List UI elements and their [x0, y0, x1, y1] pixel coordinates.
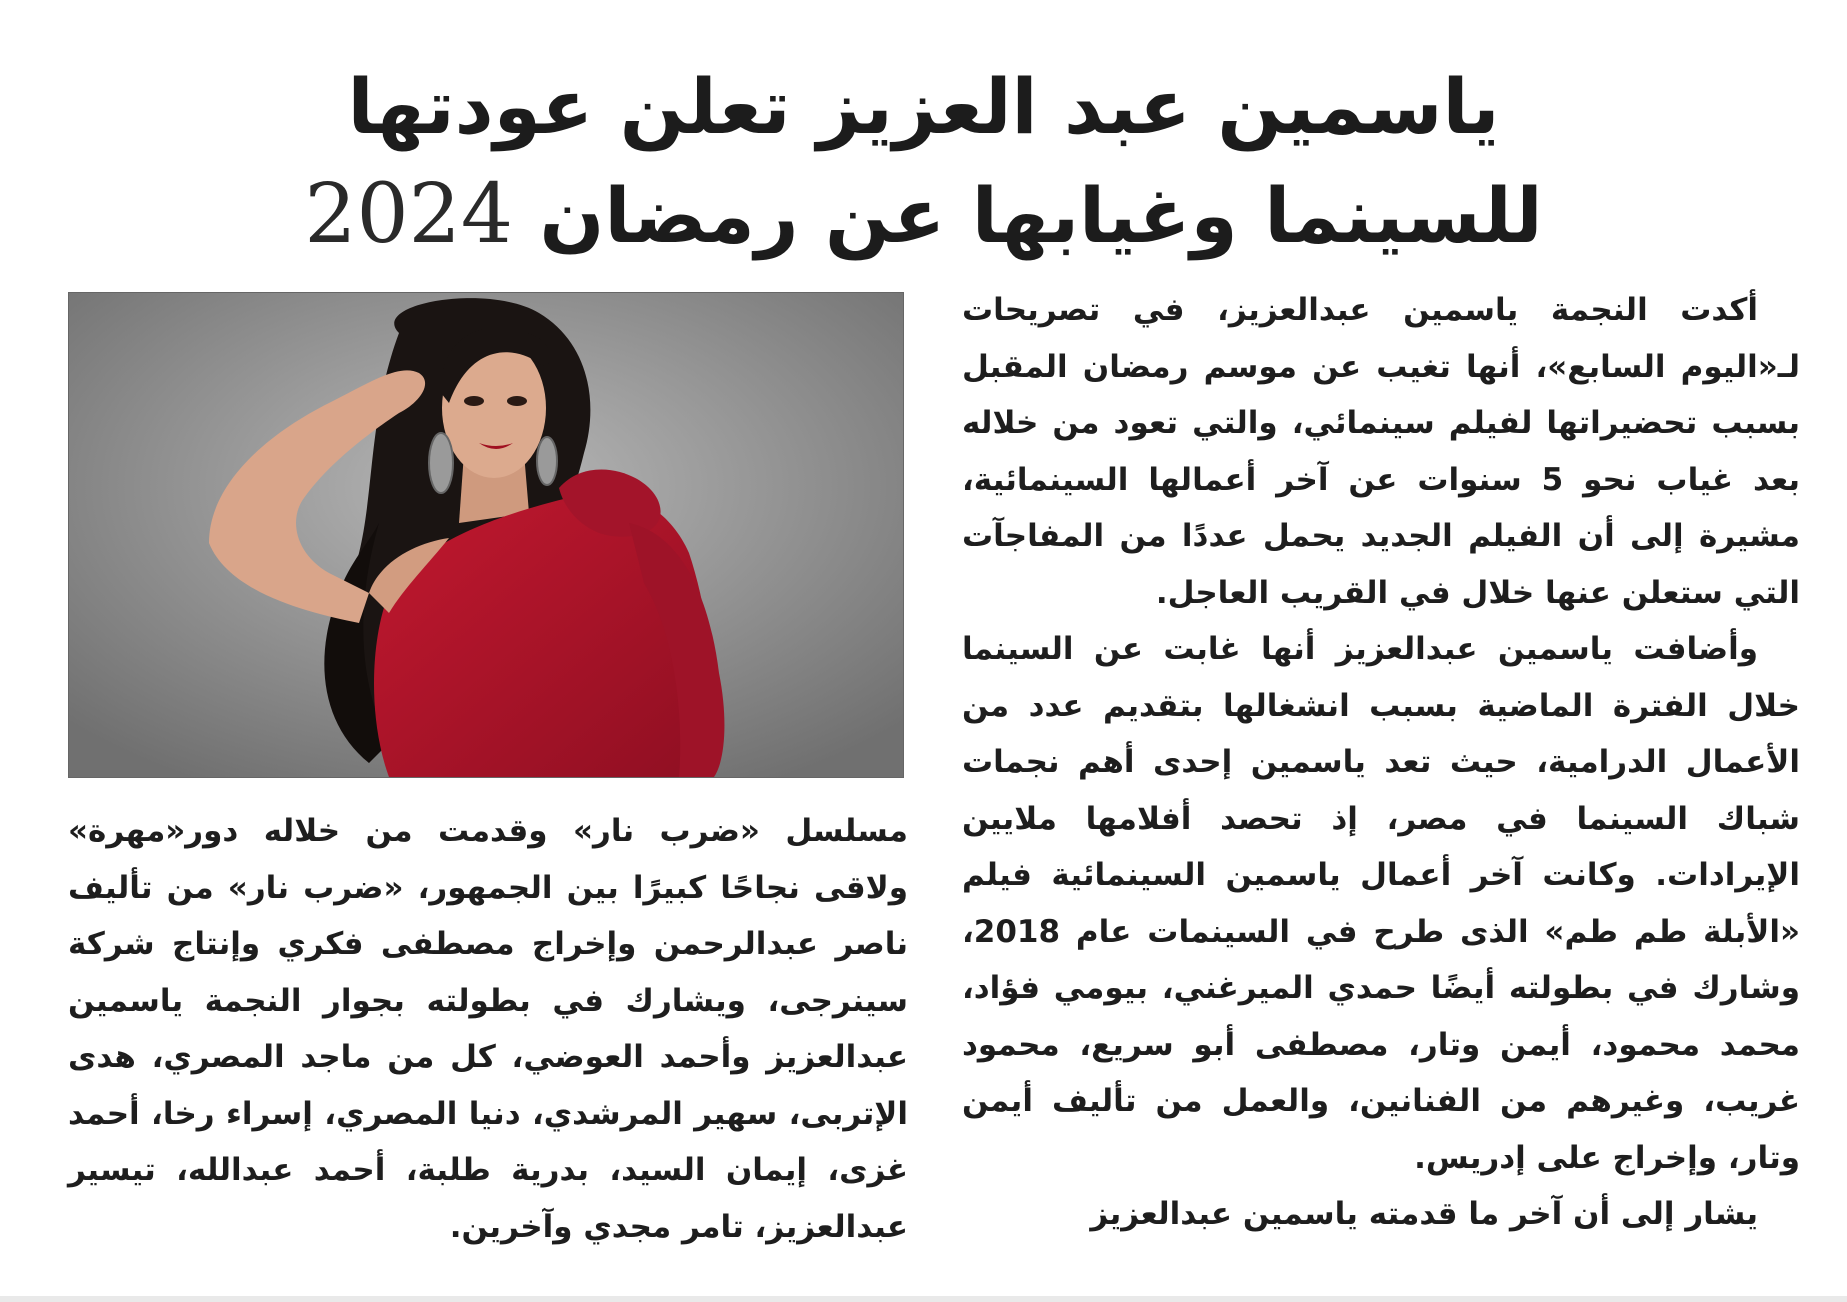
headline-line-2 — [60, 160, 1787, 271]
paragraph-4: مسلسل «ضرب نار» وقدمت من خلاله دور«مهرة» ولاقى نجاحًا كبيرًا بين الجمهور، «ضرب نار» من تأليف ناصر عبدالرحمن وإخراج مصطفى فكري وإنتاج شركة سينرجى، ويشارك في بطولته بجوار النجمة ياسمين عبدالعزيز وأحمد العوضي، كل من ماجد المصري، هدى الإتربى، سهير المرشدي، دنيا المصري، إسراء رخا، أحمد غزى، إيمان السيد، بدرية طلبة، أحمد عبدالله، تيسير عبدالعزيز، تامر مجدي وآخرين. — [68, 813, 908, 1245]
page-bottom-rule — [0, 1296, 1847, 1302]
paragraph-2: وأضافت ياسمين عبدالعزيز أنها غابت عن السينما خلال الفترة الماضية بسبب انشغالها بتقديم عدد من الأعمال الدرامية، حيث تعد ياسمين إحدى أهم نجمات شباك السينما في مصر، إذ تحصد أفلامها ملايين الإيرادات. وكانت آخر أعمال ياسمين السينمائية فيلم «الأبلة طم طم» الذى طرح في السينمات عام 2018، وشارك في بطولته أيضًا حمدي الميرغني، بيومي فؤاد، محمد محمود، أيمن وتار، مصطفى أبو سريع، محمود غريب، وغيرهم من الفنانين، والعمل من تأليف أيمن وتار، وإخراج على إدريس. — [962, 631, 1800, 1176]
headline-line-1: ياسمين عبد العزيز تعلن عودتها — [347, 62, 1500, 151]
portrait-illustration — [69, 293, 903, 777]
paragraph-3: يشار إلى أن آخر ما قدمته ياسمين عبدالعزيز — [1090, 1196, 1758, 1232]
article-photo — [68, 292, 904, 778]
article-column-left — [68, 803, 908, 1255]
paragraph-1: أكدت النجمة ياسمين عبدالعزيز، في تصريحات لـ«اليوم السابع»، أنها تغيب عن موسم رمضان المقبل بسبب تحضيراتها لفيلم سينمائي، والتي تعود من خلاله بعد غياب نحو 5 سنوات عن آخر أعمالها السينمائية، مشيرة إلى أن الفيلم الجديد يحمل عددًا من المفاجآت التي ستعلن عنها خلال في القريب العاجل. — [962, 292, 1800, 611]
headline-year: 2024 — [304, 167, 514, 262]
article-column-right — [962, 282, 1800, 1243]
headline-line-2-text: للسينما وغيابها عن رمضان — [539, 171, 1543, 260]
